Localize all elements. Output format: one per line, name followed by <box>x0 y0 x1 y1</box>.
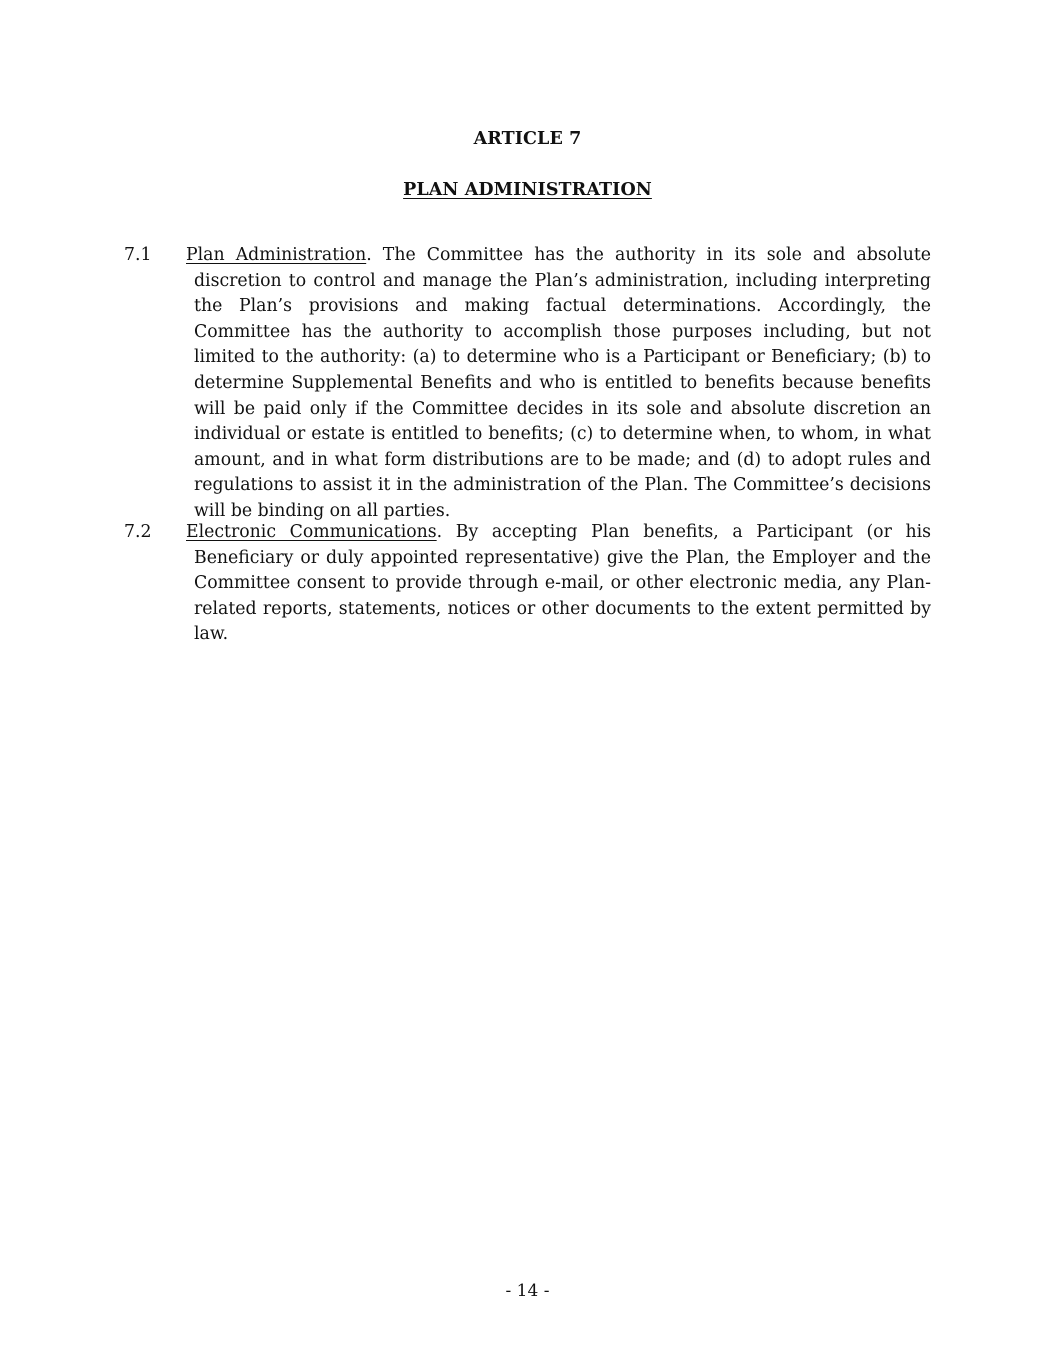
section-paragraph <box>186 520 931 648</box>
section-number: 7.2 <box>124 522 152 542</box>
article-heading: ARTICLE 7 <box>473 129 582 149</box>
section-title: Plan Administration <box>186 245 367 265</box>
section-paragraph <box>186 243 931 525</box>
article-title-text: PLAN ADMINISTRATION <box>403 180 652 200</box>
section-body: . The Committee has the authority in its sole and absolute discretion to control and manage the Plan’s administration, including interpreting the Plan’s provisions and making factual determinations. Accordingly, the Committee has the authority to accomplish those purposes including, but not limited to the authority: (a) to determine who is a Participant or Beneficiary; (b) to determine Supplemental Benefits and who is entitled to benefits because benefits will be paid only if the Committee decides in its sole and absolute discretion an individual or estate is entitled to benefits; (c) to determine when, to whom, in what amount, and in what form distributions are to be made; and (d) to adopt rules and regulations to assist it in the administration of the Plan. The Committee’s decisions will be binding on all parties. <box>194 245 931 521</box>
section-7-2 <box>124 520 931 648</box>
section-body: . By accepting Plan benefits, a Participant (or his Beneficiary or duly appointed representative) give the Plan, the Employer and the Committee consent to provide through e-mail, or other electronic media, any Plan-related reports, statements, notices or other documents to the extent permitted by law. <box>194 522 931 645</box>
section-title: Electronic Communications <box>186 522 437 542</box>
page-number: - 14 - <box>505 1281 550 1301</box>
section-number: 7.1 <box>124 245 152 265</box>
article-title <box>0 179 1055 201</box>
section-7-1 <box>124 243 931 525</box>
